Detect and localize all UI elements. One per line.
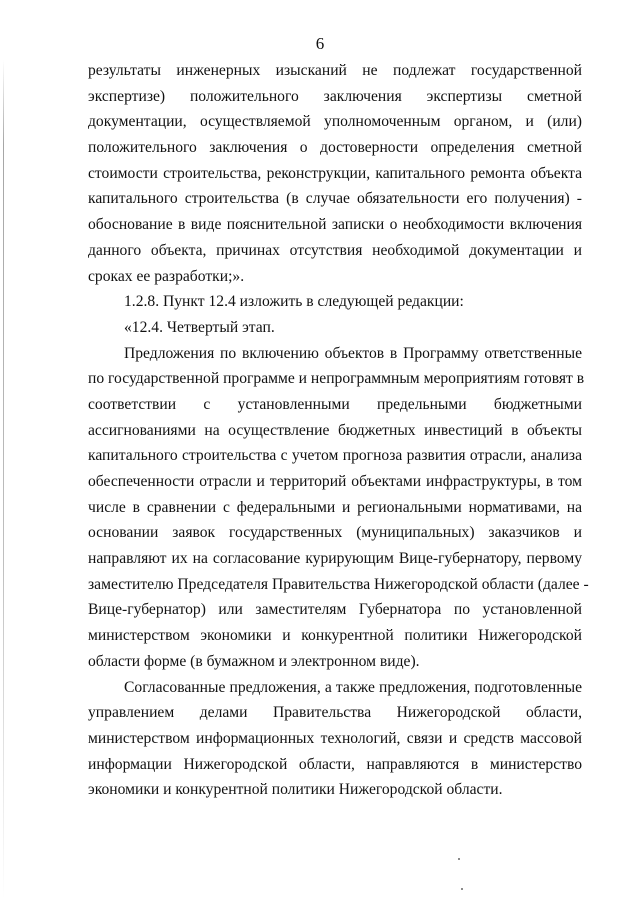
text-line: числе в сравнении с федеральными и региональными нормативами, на xyxy=(88,498,582,516)
text-line: обеспеченности отрасли и территорий объектами инфраструктуры, в том xyxy=(88,473,582,490)
text-line: сроках ее разработки;». xyxy=(88,267,245,285)
text-line: министерством информационных технологий, связи и средств массовой xyxy=(88,729,582,747)
text-line: капитального строительства (в случае обязательности его получения) - xyxy=(88,190,582,208)
text-line: заместителю Председателя Правительства Нижегородской области (далее - xyxy=(88,575,589,593)
text-line: области форме (в бумажном и электронном виде). xyxy=(88,652,420,670)
scan-speck xyxy=(461,888,463,890)
text-line: основании заявок государственных (муниципальных) заказчиков и xyxy=(88,524,582,542)
text-line: направляют их на согласование курирующим Вице-губернатору, первому xyxy=(88,550,582,568)
text-line: «12.4. Четвертый этап. xyxy=(124,318,275,336)
text-line: капитального строительства с учетом прогноза развития отрасли, анализа xyxy=(88,447,582,465)
text-line: ассигнованиями на осуществление бюджетных инвестиций в объекты xyxy=(88,421,582,439)
text-line: информации Нижегородской области, направляются в министерство xyxy=(88,755,582,773)
text-line: результаты инженерных изысканий не подлежат государственной xyxy=(88,62,582,79)
text-line: соответствии с установленными предельными бюджетными xyxy=(88,395,582,413)
text-line: Согласованные предложения, а также предложения, подготовленные xyxy=(124,678,582,696)
document-body xyxy=(88,58,589,803)
text-line: управлением делами Правительства Нижегородской области, xyxy=(88,704,582,722)
text-line: экономики и конкурентной политики Нижегородской области. xyxy=(88,781,503,799)
text-line: положительного заключения о достоверности определения сметной xyxy=(88,139,582,157)
scan-speck xyxy=(458,858,460,860)
page-number: 6 xyxy=(315,34,325,53)
text-line: Предложения по включению объектов в Программу ответственные xyxy=(124,344,582,362)
text-line: данного объекта, причинах отсутствия необходимой документации и xyxy=(88,241,582,259)
text-line: экспертизе) положительного заключения экспертизы сметной xyxy=(88,87,582,105)
text-line: стоимости строительства, реконструкции, капитального ремонта объекта xyxy=(88,164,582,182)
text-line: министерством экономики и конкурентной политики Нижегородской xyxy=(88,627,582,645)
text-line: обоснование в виде пояснительной записки о необходимости включения xyxy=(88,216,582,234)
text-line: 1.2.8. Пункт 12.4 изложить в следующей редакции: xyxy=(124,293,464,311)
text-line: по государственной программе и непрограммным мероприятиям готовят в xyxy=(88,370,585,388)
text-line: Вице-губернатор) или заместителям Губернатора по установленной xyxy=(88,601,582,619)
scan-edge-shadow xyxy=(3,60,4,900)
text-line: документации, осуществляемой уполномоченным органом, и (или) xyxy=(88,113,582,131)
